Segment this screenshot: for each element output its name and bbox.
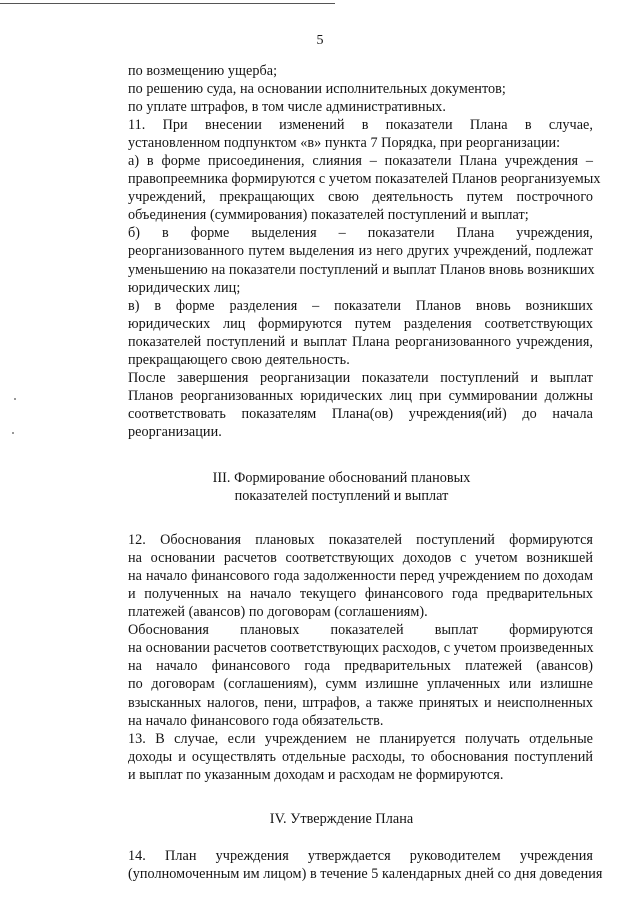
text-line: на начало финансового года обязательств.	[128, 712, 384, 729]
section-3-heading-line-1: III. Формирование обоснований плановых	[212, 469, 471, 486]
text-line: прекращающего свою деятельность.	[128, 351, 350, 368]
text-line: правопреемника формируются с учетом показателей Планов реорганизуемых	[128, 171, 601, 188]
section-3-heading-line-2: показателей поступлений и выплат	[234, 488, 449, 505]
text-line: установленном подпунктом «в» пункта 7 Порядка, при реорганизации:	[128, 135, 561, 152]
text-line: реорганизованного путем выделения из него других учреждений, подлежат	[128, 243, 593, 260]
paragraph-court-decision	[90, 80, 593, 98]
text-line: на основании расчетов соответствующих расходов, с учетом произведенных	[128, 640, 594, 657]
text-line: 13. В случае, если учреждением не планируется получать отдельные	[128, 730, 593, 747]
text-line: 11. При внесении изменений в показатели Плана в случае,	[128, 117, 593, 134]
text-line: взысканных налогов, пени, штрафов, а также принятых и неисполненных	[128, 694, 593, 711]
text-line: на начало финансового года задолженности перед учреждением по доходам	[128, 568, 593, 585]
section-3-heading	[90, 469, 593, 505]
text-line: по решению суда, на основании исполнительных документов;	[128, 81, 506, 98]
paragraph-after-reorganization	[90, 369, 593, 441]
text-line: и выплат по указанным доходам и расходам не формируются.	[128, 766, 504, 783]
paragraph-11-v	[90, 297, 593, 369]
text-line: по договорам (соглашениям), сумм излишне уплаченных или излишне	[128, 676, 593, 693]
text-line: юридических лиц;	[128, 279, 241, 296]
paragraph-11	[90, 116, 593, 152]
text-line: в) в форме разделения – показатели Планов вновь возникших	[128, 297, 593, 314]
paragraph-damages	[90, 62, 593, 80]
text-line: соответствовать показателям Плана(ов) учреждения(ий) до начала	[128, 405, 593, 422]
paragraph-14	[90, 847, 603, 883]
text-line: (уполномоченным им лицом) в течение 5 календарных дней со дня доведения	[128, 865, 603, 882]
paragraph-fines	[90, 98, 593, 116]
text-line: на начало финансового года предварительных платежей (авансов)	[128, 658, 593, 675]
top-border-line	[0, 3, 335, 4]
text-line: Обоснования плановых показателей выплат формируются	[128, 622, 593, 639]
paragraph-12	[90, 531, 593, 621]
text-line: уменьшению на показатели поступлений и выплат Планов вновь возникших	[128, 261, 595, 278]
text-line: по возмещению ущерба;	[128, 63, 278, 79]
paragraph-11-b	[90, 224, 593, 296]
text-line: б) в форме выделения – показатели Плана учреждения,	[128, 225, 593, 242]
text-line: на основании расчетов соответствующих доходов с учетом возникшей	[128, 550, 593, 567]
text-line: по уплате штрафов, в том числе административных.	[128, 99, 446, 116]
text-line: После завершения реорганизации показатели поступлений и выплат	[128, 369, 593, 386]
text-line: и полученных на начало текущего финансового года предварительных	[128, 586, 593, 603]
paragraph-13	[90, 730, 593, 784]
text-line: показателей поступлений и выплат Плана реорганизованного учреждения,	[128, 333, 593, 350]
text-line: а) в форме присоединения, слияния – показатели Плана учреждения –	[128, 153, 593, 170]
paragraph-11-a	[90, 152, 601, 224]
text-line: 14. План учреждения утверждается руководителем учреждения	[128, 847, 593, 864]
section-4-heading: IV. Утверждение Плана	[269, 810, 414, 827]
paragraph-12-expenses	[90, 621, 593, 729]
text-line: объединения (суммирования) показателей поступлений и выплат;	[128, 207, 529, 224]
scan-mark	[14, 398, 16, 400]
text-line: 12. Обоснования плановых показателей поступлений формируются	[128, 532, 593, 549]
scan-mark	[12, 432, 14, 434]
text-line: юридических лиц формируются путем разделения соответствующих	[128, 315, 593, 332]
page-number: 5	[316, 33, 324, 48]
document-body	[90, 62, 603, 883]
text-line: Планов реорганизованных юридических лиц при суммировании должны	[128, 387, 593, 404]
text-line: реорганизации.	[128, 423, 222, 440]
text-line: учреждений, прекращающих свою деятельность путем построчного	[128, 189, 593, 206]
text-line: доходы и осуществлять отдельные расходы, то обоснования поступлений	[128, 748, 593, 765]
text-line: платежей (авансов) по договорам (соглашениям).	[128, 604, 428, 621]
